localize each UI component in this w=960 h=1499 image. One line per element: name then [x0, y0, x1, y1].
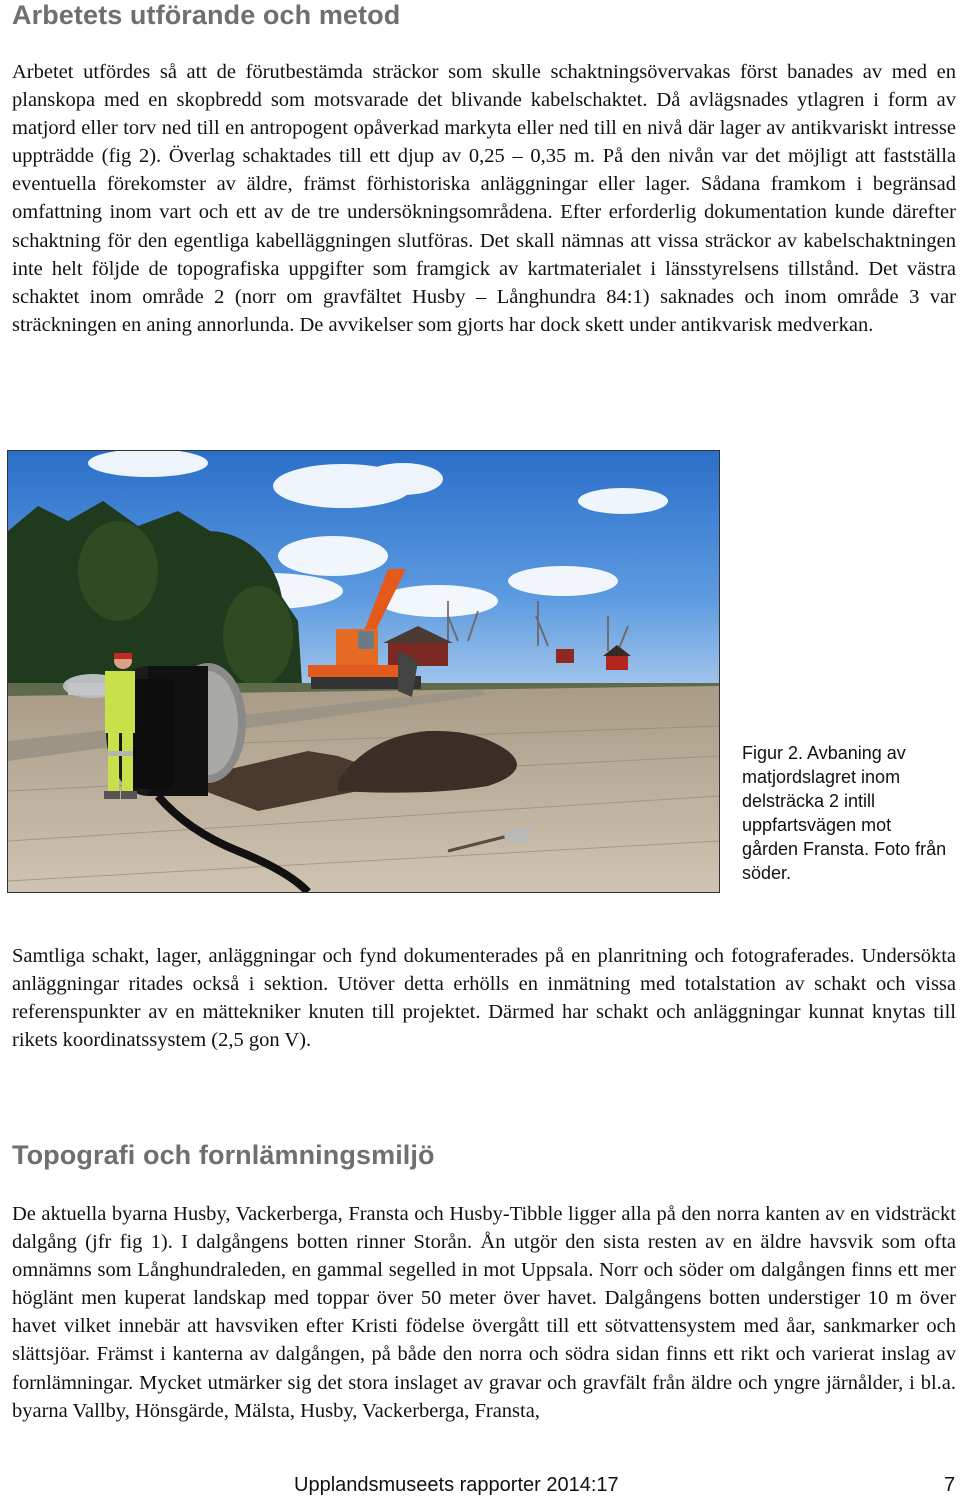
figure-caption: Figur 2. Avbaning av matjordslagret inom delsträcka 2 intill uppfartsvägen mot gården Fransta. Foto från söder. — [742, 743, 947, 883]
page-footer — [0, 1474, 960, 1498]
report-title: Upplandsmuseets rapporter 2014:17 — [294, 1474, 619, 1496]
documentation-paragraph: Samtliga schakt, lager, anläggningar och fynd dokumenterades på en planritning och fotograferades. Undersökta anläggningar ritades också i sektion. Utöver detta erhölls en inmätning med totalstation av schakt och vissa referenspunkter av en mättekniker knuten till projektet. Därmed har schakt och anläggningar kunnat knytas till rikets koordinatssystem (2,5 gon V). — [12, 945, 956, 1052]
section-heading-method: Arbetets utförande och metod — [12, 0, 401, 30]
topography-paragraph: De aktuella byarna Husby, Vackerberga, Fransta och Husby-Tibble ligger alla på den norra kanten av en vidsträckt dalgång (jfr fig 1). I dalgångens botten rinner Storån. Ån utgör den sista resten av en äldre havsvik som ofta omnämns som Långhundraleden, en gammal segelled in mot Uppsala. Norr och söder om dalgången finns ett mer höglänt men kuperat landskap med toppar över 50 meter över havet. Dalgångens botten understiger 10 m över havet vilket innebär att havsviken efter Kristi födelse övergått till ett sötvattensystem med åar, sankmarker och slättsjöar. Främst i kanterna av dalgången, på både den norra och södra sidan finns ett rikt och varierat inslag av fornlämningar. Mycket utmärker sig det stora inslaget av gravar och gravfält från äldre och yngre järnålder, i bl.a. byarna Vallby, Hönsgärde, Mälsta, Husby, Vackerberga, Fransta, — [12, 1203, 956, 1422]
figure-photo — [7, 450, 720, 893]
method-paragraph: Arbetet utfördes så att de förutbestämda sträckor som skulle schaktningsövervakas först banades av med en planskopa med en skopbredd som motsvarade det blivande kabelschaktet. Då avlägsnades ytlagren i form av matjord eller torv ned till en antropogent opåverkad markyta eller ned till en nivå där lager av antikvariskt intresse uppträdde (fig 2). Överlag schaktades till ett djup av 0,25 – 0,35 m. På den nivån var det möjligt att fastställa eventuella förekomster av äldre, främst förhistoriska anläggningar eller lager. Sådana framkom i begränsad omfattning inom vart och ett av de tre undersökningsområdena. Efter erforderlig dokumentation kunde därefter schaktning för den egentliga kabelläggningen slutföras. Det skall nämnas att vissa sträckor av kabelschaktningen inte helt följde de topografiska uppgifter som framgick av kartmaterialet i länsstyrelsens tillstånd. Det västra schaktet inom område 2 (norr om gravfältet Husby – Långhundra 84:1) saknades och inom område 3 var sträckningen en aning annorlunda. De avvikelser som gjorts har dock skett under antikvarisk medverkan. — [12, 61, 956, 336]
page-number: 7 — [944, 1474, 956, 1496]
section-heading-topography: Topografi och fornlämningsmiljö — [12, 1140, 435, 1170]
